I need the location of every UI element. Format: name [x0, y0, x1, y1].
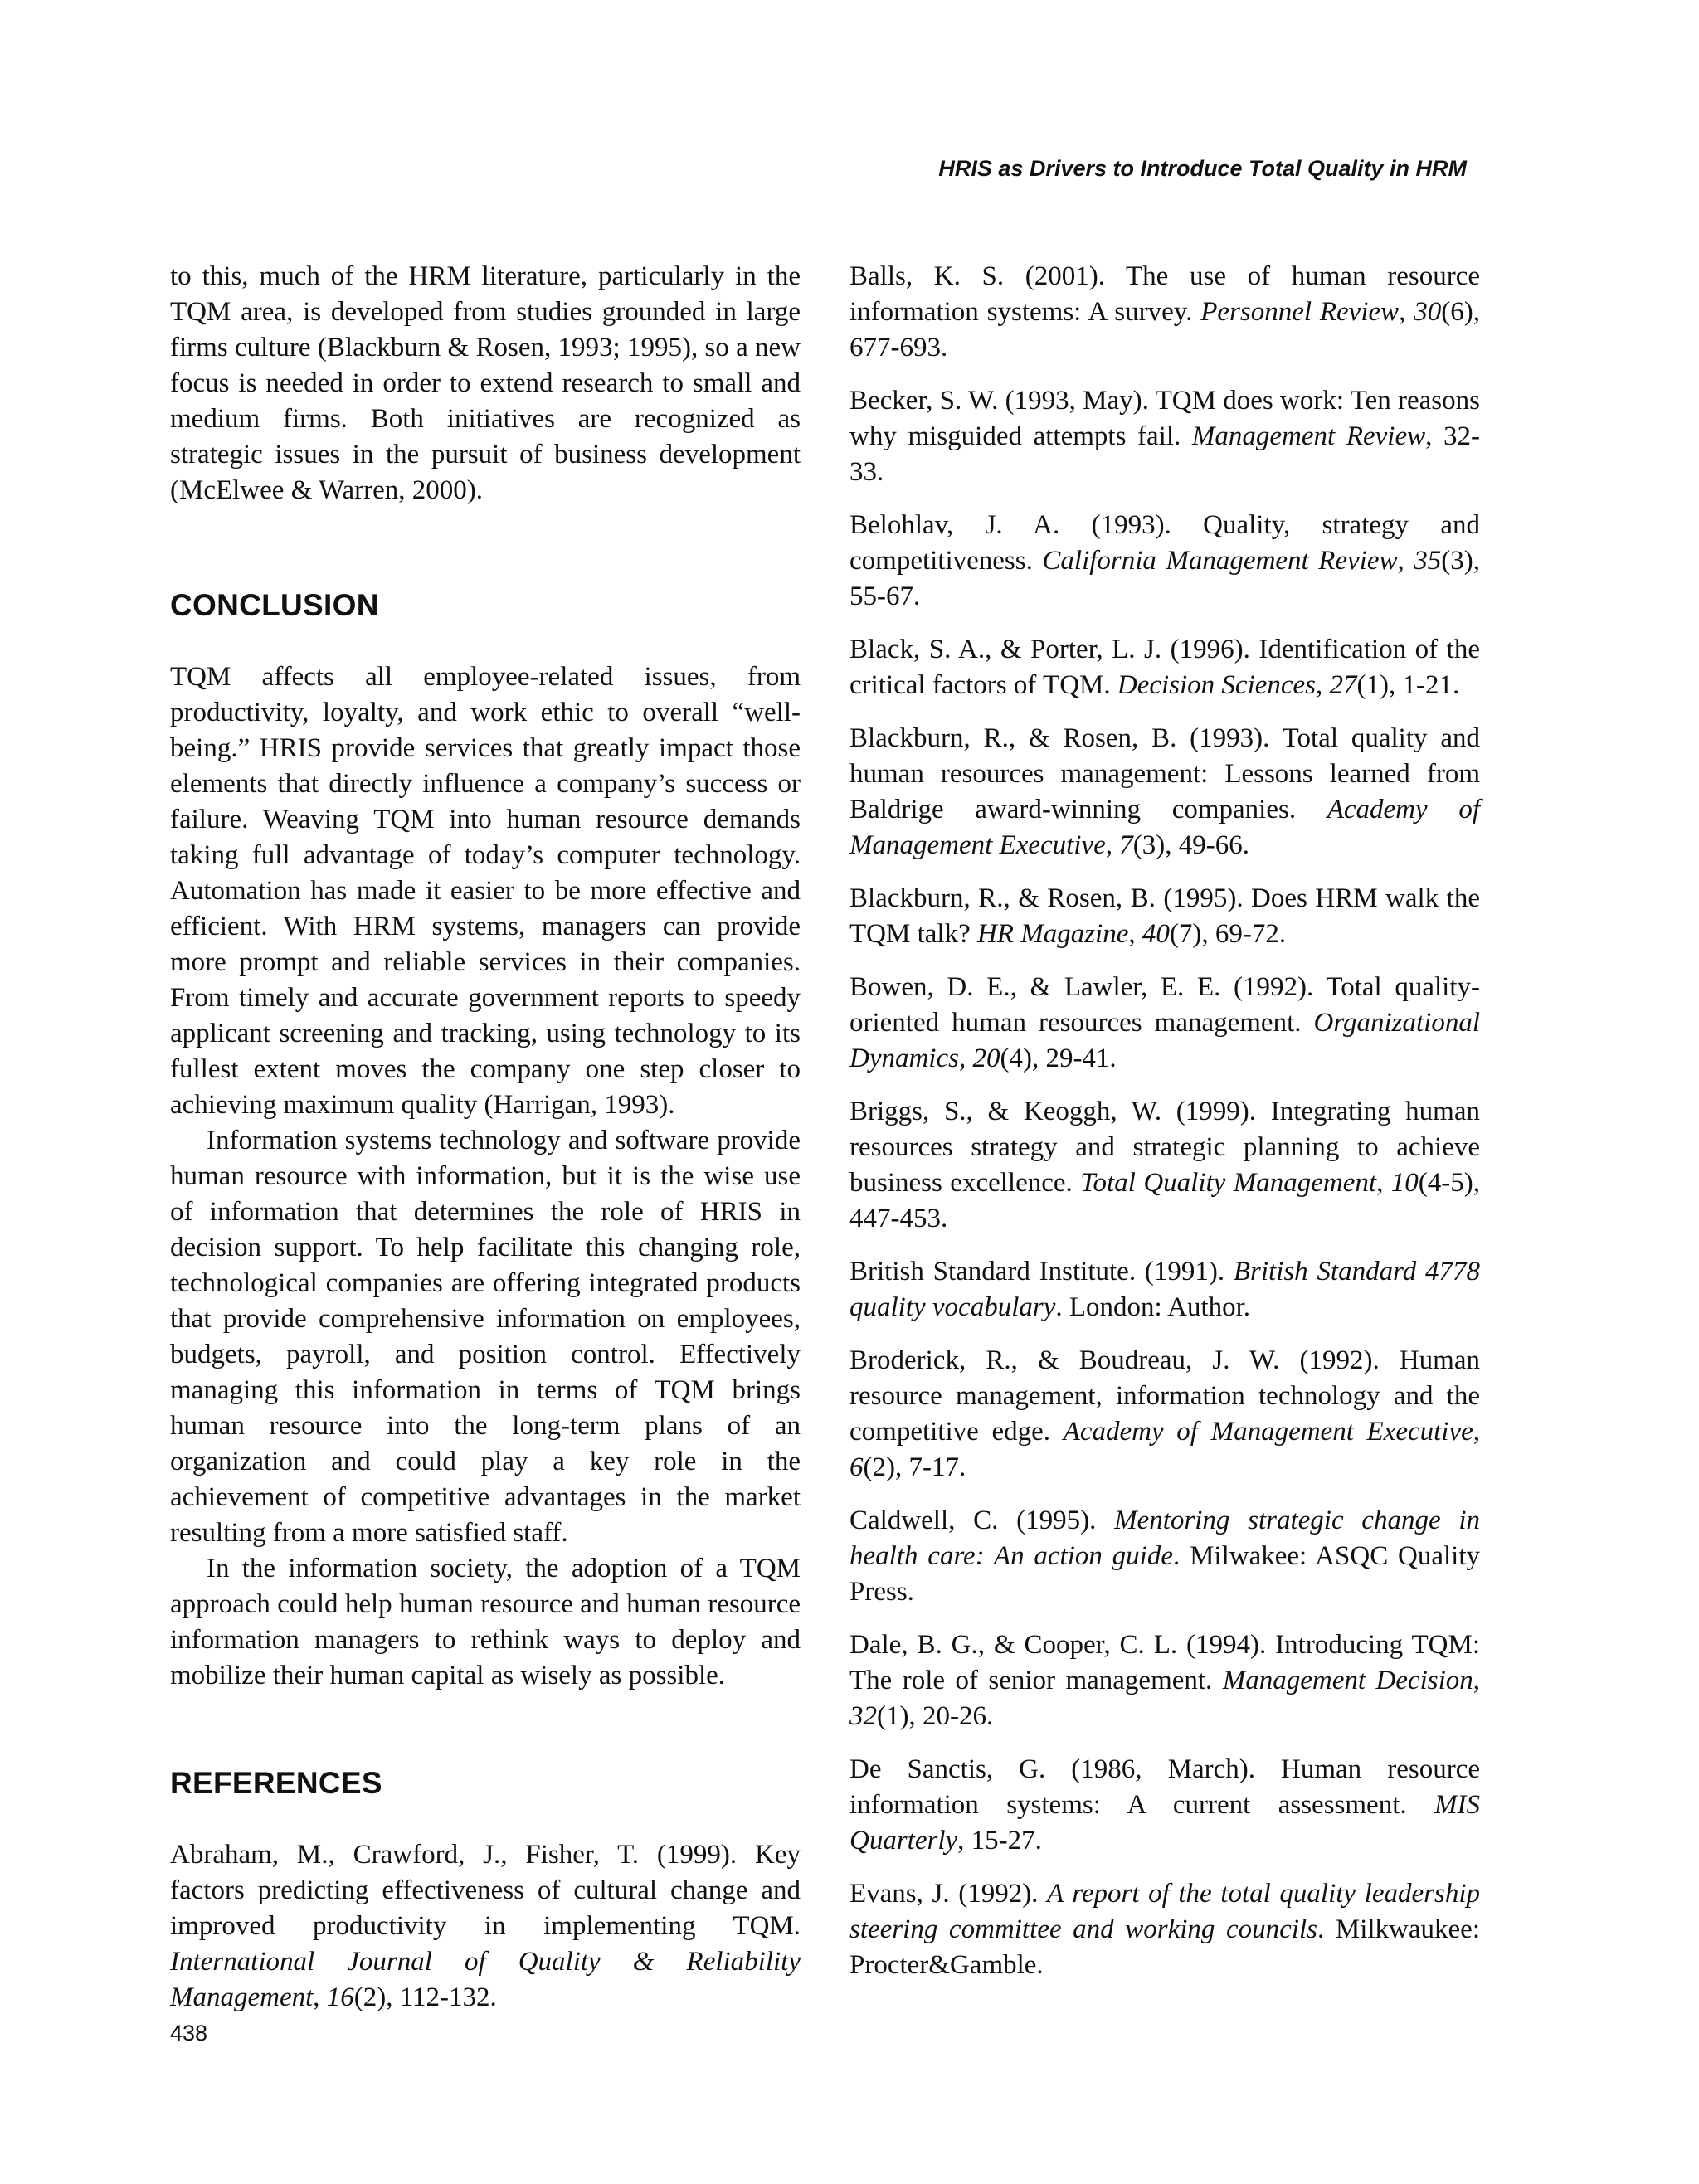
conclusion-paragraph: TQM affects all employee-related issues, from productivity, loyalty, and work ethic to overall “well-being.” HRIS provide services that greatly impact those elements that directly influence a company’s success or failure. Weaving TQM into human resource demands taking full advantage of today’s computer technology. Automation has made it easier to be more effective and efficient. With HRM systems, managers can provide more prompt and reliable services in their companies. From timely and accurate government reports to speedy applicant screening and tracking, using technology to its fullest extent moves the company one step closer to achieving maximum quality (Harrigan, 1993). — [170, 662, 801, 1120]
page-number: 438 — [170, 2021, 208, 2045]
reference-entry: Blackburn, R., & Rosen, B. (1995). Does HRM walk the TQM talk? HR Magazine, 40(7), 69-72. — [850, 883, 1480, 949]
running-head: HRIS as Drivers to Introduce Total Quality in HRM — [938, 156, 1467, 181]
references-heading: REFERENCES — [170, 1766, 382, 1800]
reference-entry: Blackburn, R., & Rosen, B. (1993). Total quality and human resources management: Lessons learned from Baldrige award-winning companies. Academy of Management Executive, 7(3), 49-66. — [850, 723, 1480, 860]
right-column — [850, 259, 1480, 2001]
reference-entry: Caldwell, C. (1995). Mentoring strategic change in health care: An action guide. Milwakee: ASQC Quality Press. — [850, 1505, 1480, 1607]
reference-entry: British Standard Institute. (1991). British Standard 4778 quality vocabulary. London: Author. — [850, 1257, 1480, 1322]
reference-entry: Broderick, R., & Boudreau, J. W. (1992). Human resource management, information technology and the competitive edge. Academy of Management Executive, 6(2), 7-17. — [850, 1345, 1480, 1482]
conclusion-paragraph: In the information society, the adoption of a TQM approach could help human resource and human resource information managers to rethink ways to deploy and mobilize their human capital as wisely as possible. — [170, 1554, 801, 1690]
left-column — [170, 259, 801, 2033]
conclusion-paragraph: Information systems technology and software provide human resource with information, but it is the wise use of information that determines the role of HRIS in decision support. To help facilitate this changing role, technological companies are offering integrated products that provide comprehensive information on employees, budgets, payroll, and position control. Effectively managing this information in terms of TQM brings human resource into the long-term plans of an organization and could play a key role in the achievement of competitive advantages in the market resulting from a more satisfied staff. — [170, 1126, 801, 1548]
reference-entry: Bowen, D. E., & Lawler, E. E. (1992). Total quality-oriented human resources management. Organizational Dynamics, 20(4), 29-41. — [850, 972, 1480, 1073]
conclusion-heading: CONCLUSION — [170, 588, 379, 622]
reference-entry: De Sanctis, G. (1986, March). Human resource information systems: A current assessment. MIS Quarterly, 15-27. — [850, 1754, 1480, 1856]
reference-entry: Becker, S. W. (1993, May). TQM does work: Ten reasons why misguided attempts fail. Management Review, 32-33. — [850, 386, 1481, 487]
reference-entry: Black, S. A., & Porter, L. J. (1996). Identification of the critical factors of TQM. Decision Sciences, 27(1), 1-21. — [850, 635, 1480, 700]
reference-entry: Dale, B. G., & Cooper, C. L. (1994). Introducing TQM: The role of senior management. Management Decision, 32(1), 20-26. — [850, 1630, 1480, 1731]
reference-entry: Balls, K. S. (2001). The use of human resource information systems: A survey. Personnel Review, 30(6), 677-693. — [850, 261, 1480, 362]
reference-entry: Belohlav, J. A. (1993). Quality, strategy and competitiveness. California Management Review, 35(3), 55-67. — [850, 510, 1481, 611]
intro-paragraph: to this, much of the HRM literature, particularly in the TQM area, is developed from studies grounded in large firms culture (Blackburn & Rosen, 1993; 1995), so a new focus is needed in order to extend research to small and medium firms. Both initiatives are recognized as strategic issues in the pursuit of business development (McElwee & Warren, 2000). — [170, 261, 801, 505]
reference-entry: Briggs, S., & Keoggh, W. (1999). Integrating human resources strategy and strategic planning to achieve business excellence. Total Quality Management, 10(4-5), 447-453. — [850, 1097, 1481, 1233]
reference-entry: Abraham, M., Crawford, J., Fisher, T. (1999). Key factors predicting effectiveness of cultural change and improved productivity in implementing TQM. International Journal of Quality & Reliability Management, 16(2), 112-132. — [170, 1840, 801, 2012]
reference-entry: Evans, J. (1992). A report of the total quality leadership steering committee and working councils. Milkwaukee: Procter&Gamble. — [850, 1879, 1480, 1980]
